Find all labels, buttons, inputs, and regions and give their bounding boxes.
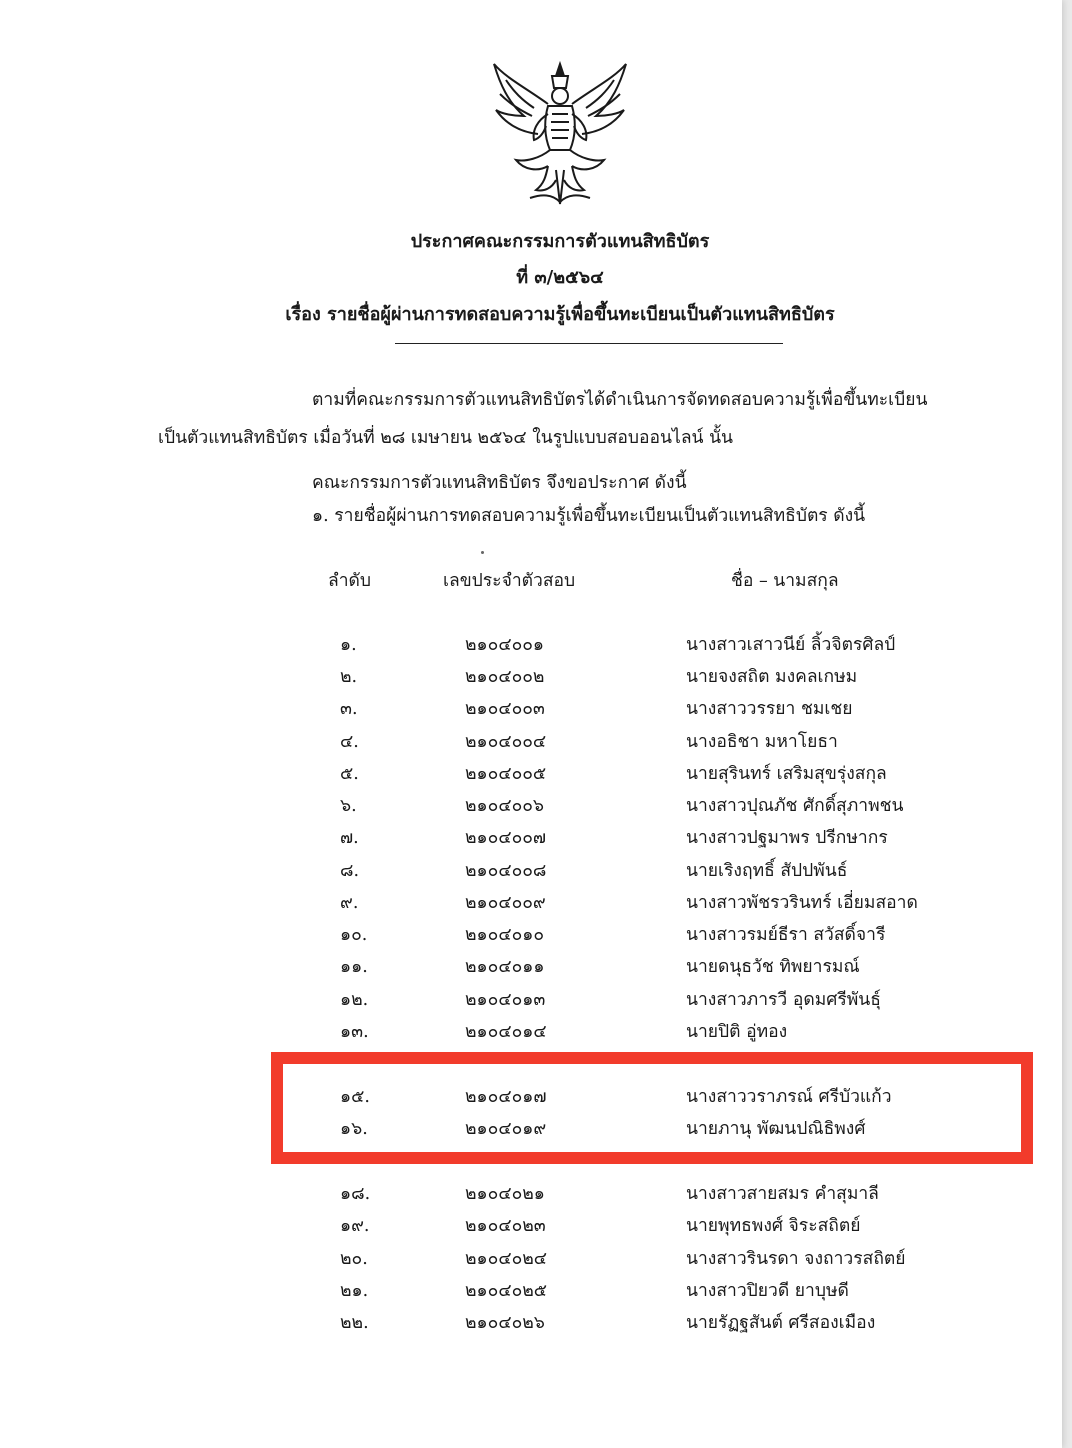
- row-index: ๒๐.: [340, 1249, 368, 1269]
- column-header-name: ชื่อ – นามสกุล: [731, 571, 839, 591]
- row-exam-id: ๒๑๐๔๐๒๑: [465, 1184, 545, 1204]
- row-name: นางสาวรินรดา จงถาวรสถิตย์: [686, 1249, 906, 1269]
- row-name: นางสาวภารวี อุดมศรีพันธุ์: [686, 990, 881, 1010]
- table-row: [0, 1244, 1062, 1274]
- row-index: ๖.: [340, 796, 357, 816]
- row-exam-id: ๒๑๐๔๐๐๓: [465, 699, 545, 719]
- row-name: นางสาววราภรณ์ ศรีบัวแก้ว: [686, 1087, 892, 1107]
- row-exam-id: ๒๑๐๔๐๐๔: [465, 732, 547, 752]
- table-row: [0, 662, 1062, 692]
- row-name: นางสาวรมย์ธีรา สวัสดิ์จารี: [686, 925, 886, 945]
- announcement-title: ประกาศคณะกรรมการตัวแทนสิทธิบัตร: [410, 231, 710, 252]
- table-row: [0, 1308, 1062, 1338]
- row-exam-id: ๒๑๐๔๐๑๗: [465, 1087, 547, 1107]
- row-index: ๑๓.: [340, 1022, 369, 1042]
- row-exam-id: ๒๑๐๔๐๐๙: [465, 893, 546, 913]
- row-index: ๗.: [340, 828, 359, 848]
- row-index: ๒๒.: [340, 1313, 369, 1333]
- column-header-exam-id: เลขประจำตัวสอบ: [443, 571, 576, 591]
- row-index: ๕.: [340, 764, 359, 784]
- table-row: [0, 759, 1062, 789]
- row-index: ๑๖.: [340, 1119, 368, 1139]
- table-row: [0, 856, 1062, 886]
- row-name: นางสาวปฐมาพร ปรีกษากร: [686, 828, 888, 848]
- row-name: นายจงสถิต มงคลเกษม: [686, 667, 858, 687]
- row-index: ๑๐.: [340, 925, 368, 945]
- row-exam-id: ๒๑๐๔๐๒๓: [465, 1216, 546, 1236]
- item-one-heading: ๑. รายชื่อผู้ผ่านการทดสอบความรู้เพื่อขึ้นทะเบียนเป็นตัวแทนสิทธิบัตร ดังนี้: [312, 506, 866, 526]
- table-row: [0, 888, 1062, 918]
- stray-mark: [481, 551, 484, 554]
- row-name: นางสาววรรยา ชมเชย: [686, 699, 853, 719]
- row-index: ๓.: [340, 699, 358, 719]
- row-index: ๑๒.: [340, 990, 369, 1010]
- row-index: ๘.: [340, 861, 360, 881]
- row-name: นางสาวปุณภัช ศักดิ์สุภาพชน: [686, 796, 904, 816]
- row-index: ๔.: [340, 732, 359, 752]
- table-row: [0, 1017, 1062, 1047]
- table-row: [0, 630, 1062, 660]
- row-exam-id: ๒๑๐๔๐๑๑: [465, 957, 545, 977]
- header-divider: [395, 343, 783, 344]
- table-row: [0, 823, 1062, 853]
- row-name: นายดนุธวัช ทิพยารมณ์: [686, 957, 860, 977]
- row-name: นายภานุ พัฒนปณิธิพงศ์: [686, 1119, 866, 1139]
- row-name: นางสาวเสาวนีย์ ลิ้วจิตรศิลป์: [686, 635, 896, 655]
- row-name: นางสาวพัชรวรินทร์ เอี่ยมสอาด: [686, 893, 918, 913]
- announcement-statement: คณะกรรมการตัวแทนสิทธิบัตร จึงขอประกาศ ดังนี้: [312, 473, 687, 493]
- row-exam-id: ๒๑๐๔๐๐๘: [465, 861, 547, 881]
- row-index: ๙.: [340, 893, 359, 913]
- row-exam-id: ๒๑๐๔๐๒๕: [465, 1281, 548, 1301]
- table-row-highlighted: [0, 1114, 1062, 1144]
- table-row: [0, 791, 1062, 821]
- row-name: นางสาวปิยวดี ยาบุษดี: [686, 1281, 849, 1301]
- table-row: [0, 694, 1062, 724]
- row-exam-id: ๒๑๐๔๐๑๓: [465, 990, 546, 1010]
- intro-line-2: เป็นตัวแทนสิทธิบัตร เมื่อวันที่ ๒๘ เมษายน ๒๕๖๔ ในรูปแบบสอบออนไลน์ นั้น: [158, 428, 733, 448]
- intro-line-1: ตามที่คณะกรรมการตัวแทนสิทธิบัตรได้ดำเนินการจัดทดสอบความรู้เพื่อขึ้นทะเบียน: [312, 390, 928, 410]
- table-row: [0, 952, 1062, 982]
- row-index: ๑๘.: [340, 1184, 371, 1204]
- row-index: ๑๙.: [340, 1216, 370, 1236]
- row-exam-id: ๒๑๐๔๐๐๖: [465, 796, 545, 816]
- row-name: นายเริงฤทธิ์ สัปปพันธ์: [686, 861, 848, 881]
- column-header-index: ลำดับ: [328, 571, 372, 591]
- table-row: [0, 1276, 1062, 1306]
- announcement-number: ที่ ๓/๒๕๖๔: [516, 267, 604, 288]
- table-row: [0, 985, 1062, 1015]
- row-index: ๑.: [340, 635, 357, 655]
- row-index: ๒๑.: [340, 1281, 369, 1301]
- row-exam-id: ๒๑๐๔๐๐๑: [465, 635, 545, 655]
- row-index: ๑๑.: [340, 957, 368, 977]
- table-row: [0, 1211, 1062, 1241]
- row-name: นายสุรินทร์ เสริมสุขรุ่งสกุล: [686, 764, 887, 784]
- row-exam-id: ๒๑๐๔๐๑๔: [465, 1022, 547, 1042]
- row-exam-id: ๒๑๐๔๐๒๔: [465, 1249, 548, 1269]
- row-exam-id: ๒๑๐๔๐๒๖: [465, 1313, 545, 1333]
- row-name: นายรัฏฐสันต์ ศรีสองเมือง: [686, 1313, 876, 1333]
- table-row: [0, 920, 1062, 950]
- table-row: [0, 1179, 1062, 1209]
- row-exam-id: ๒๑๐๔๐๑๙: [465, 1119, 547, 1139]
- row-exam-id: ๒๑๐๔๐๑๐: [465, 925, 545, 945]
- table-row: [0, 727, 1062, 757]
- row-index: ๑๕.: [340, 1087, 370, 1107]
- row-exam-id: ๒๑๐๔๐๐๒: [465, 667, 545, 687]
- row-index: ๒.: [340, 667, 358, 687]
- garuda-emblem-icon: [486, 58, 634, 208]
- row-name: นางสาวสายสมร คำสุมาลี: [686, 1184, 879, 1204]
- announcement-subject: เรื่อง รายชื่อผู้ผ่านการทดสอบความรู้เพื่อขึ้นทะเบียนเป็นตัวแทนสิทธิบัตร: [285, 304, 835, 325]
- row-name: นายพุทธพงศ์ จิระสถิตย์: [686, 1216, 861, 1236]
- table-row-highlighted: [0, 1082, 1062, 1112]
- row-name: นางอธิชา มหาโยธา: [686, 732, 838, 752]
- row-exam-id: ๒๑๐๔๐๐๗: [465, 828, 547, 848]
- row-name: นายปิติ อู่ทอง: [686, 1022, 788, 1042]
- row-exam-id: ๒๑๐๔๐๐๕: [465, 764, 547, 784]
